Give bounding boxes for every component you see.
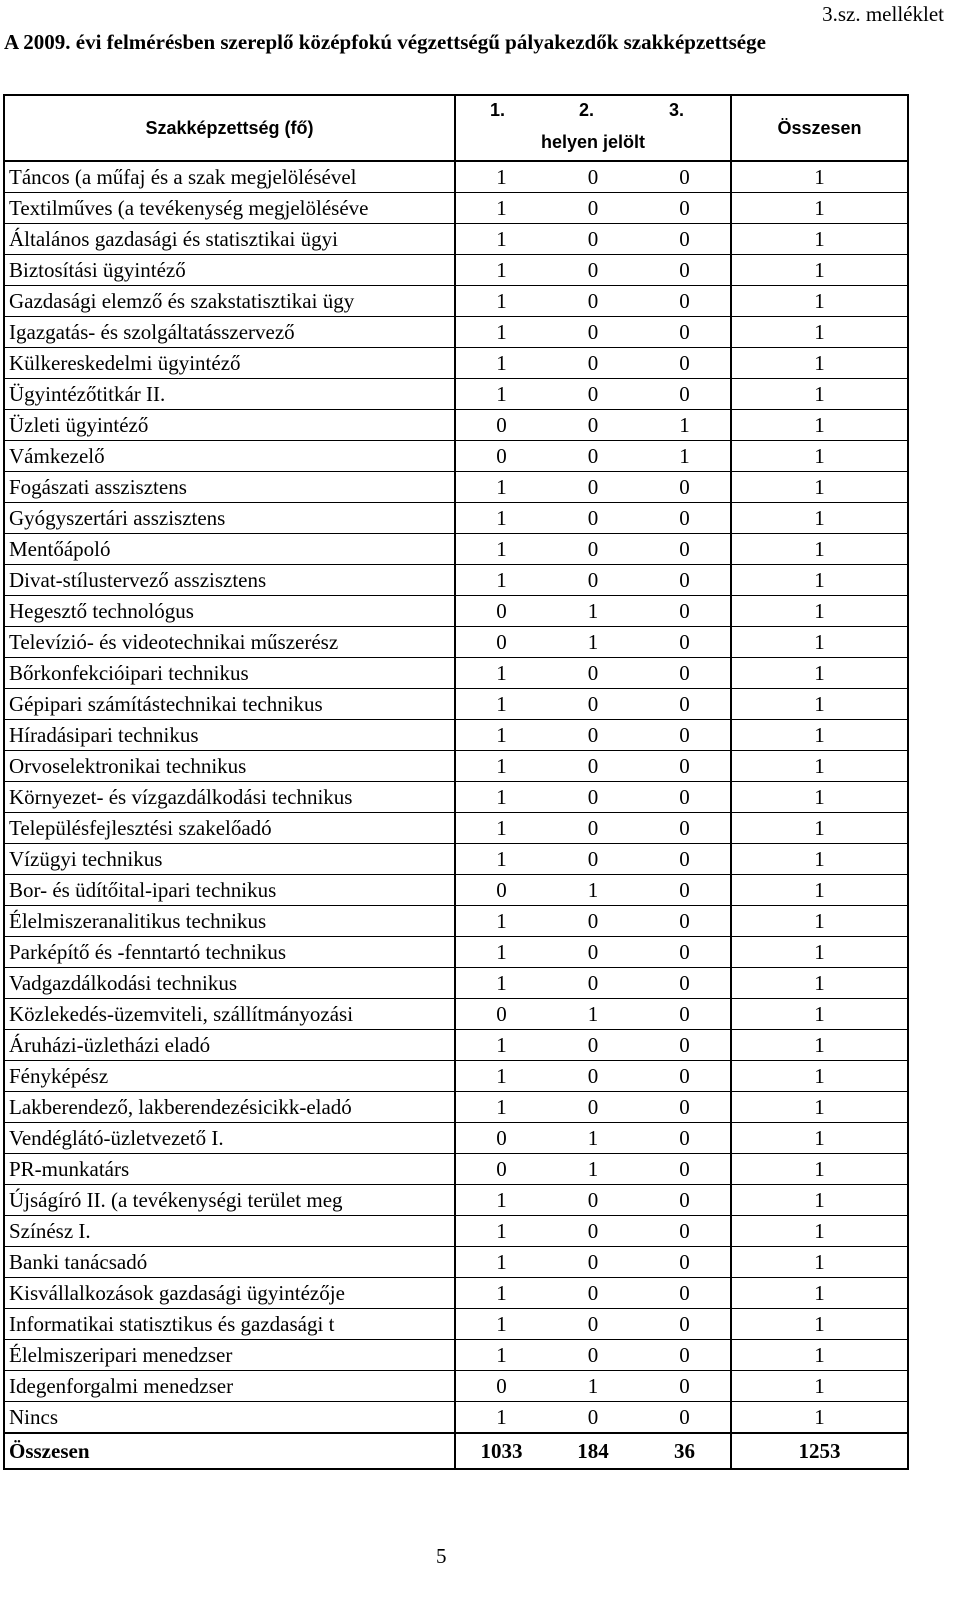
- cell-name: PR-munkatárs: [4, 1154, 455, 1185]
- cell-total: 1: [731, 1061, 908, 1092]
- header-places-sub: helyen jelölt: [541, 132, 646, 152]
- table-row: [4, 193, 908, 224]
- cell-place-2: 0: [547, 286, 639, 317]
- table-row: [4, 875, 908, 906]
- cell-total: 1: [731, 503, 908, 534]
- cell-total: 1: [731, 1278, 908, 1309]
- header-place-1: 1.: [490, 100, 506, 120]
- table-row: [4, 1402, 908, 1434]
- table-row: [4, 348, 908, 379]
- cell-place-2: 0: [547, 161, 639, 193]
- cell-place-3: 0: [639, 720, 731, 751]
- cell-name: Fogászati asszisztens: [4, 472, 455, 503]
- cell-place-3: 0: [639, 1309, 731, 1340]
- cell-place-2: 0: [547, 1185, 639, 1216]
- page-title: A 2009. évi felmérésben szereplő középfokú végzettségű pályakezdők szakképzettsége: [4, 30, 766, 54]
- cell-place-1: 0: [455, 596, 547, 627]
- cell-place-2: 1: [547, 875, 639, 906]
- cell-place-2: 0: [547, 348, 639, 379]
- cell-place-1: 1: [455, 844, 547, 875]
- cell-place-2: 0: [547, 534, 639, 565]
- table-row: [4, 565, 908, 596]
- cell-place-1: 0: [455, 441, 547, 472]
- cell-name: Áruházi-üzletházi eladó: [4, 1030, 455, 1061]
- table-row: [4, 1247, 908, 1278]
- cell-place-3: 0: [639, 1402, 731, 1434]
- cell-place-1: 1: [455, 751, 547, 782]
- cell-total: 1: [731, 348, 908, 379]
- cell-place-1: 1: [455, 689, 547, 720]
- cell-place-3: 0: [639, 503, 731, 534]
- cell-place-3: 0: [639, 875, 731, 906]
- cell-total: 1: [731, 472, 908, 503]
- cell-name: Általános gazdasági és statisztikai ügyi: [4, 224, 455, 255]
- cell-name: Színész I.: [4, 1216, 455, 1247]
- cell-place-3: 0: [639, 317, 731, 348]
- cell-name: Külkereskedelmi ügyintéző: [4, 348, 455, 379]
- cell-place-2: 0: [547, 937, 639, 968]
- cell-name: Divat-stílustervező asszisztens: [4, 565, 455, 596]
- header-place-2: 2.: [579, 100, 595, 120]
- cell-place-2: 0: [547, 1092, 639, 1123]
- cell-place-3: 0: [639, 1278, 731, 1309]
- cell-place-3: 0: [639, 813, 731, 844]
- cell-place-3: 0: [639, 1185, 731, 1216]
- cell-total: 1: [731, 751, 908, 782]
- cell-place-2: 0: [547, 1030, 639, 1061]
- cell-place-1: 1: [455, 317, 547, 348]
- cell-place-2: 0: [547, 1216, 639, 1247]
- cell-place-3: 0: [639, 1340, 731, 1371]
- cell-place-3: 0: [639, 844, 731, 875]
- total-place-3: 36: [639, 1433, 731, 1469]
- cell-name: Bor- és üdítőital-ipari technikus: [4, 875, 455, 906]
- cell-name: Élelmiszeripari menedzser: [4, 1340, 455, 1371]
- cell-name: Településfejlesztési szakelőadó: [4, 813, 455, 844]
- cell-place-1: 0: [455, 627, 547, 658]
- cell-place-3: 0: [639, 999, 731, 1030]
- cell-place-1: 0: [455, 875, 547, 906]
- qualification-table: [3, 94, 909, 1470]
- total-sum: 1253: [731, 1433, 908, 1469]
- cell-total: 1: [731, 410, 908, 441]
- table-row: [4, 689, 908, 720]
- cell-place-1: 1: [455, 224, 547, 255]
- cell-place-2: 0: [547, 379, 639, 410]
- cell-place-3: 0: [639, 1154, 731, 1185]
- table-row: [4, 441, 908, 472]
- cell-name: Televízió- és videotechnikai műszerész: [4, 627, 455, 658]
- cell-place-1: 1: [455, 1185, 547, 1216]
- cell-place-1: 1: [455, 534, 547, 565]
- cell-place-3: 0: [639, 689, 731, 720]
- cell-place-3: 0: [639, 348, 731, 379]
- cell-place-3: 0: [639, 937, 731, 968]
- cell-total: 1: [731, 968, 908, 999]
- cell-total: 1: [731, 782, 908, 813]
- table-row: [4, 596, 908, 627]
- cell-place-3: 0: [639, 1123, 731, 1154]
- cell-total: 1: [731, 1123, 908, 1154]
- page-number: 5: [436, 1544, 447, 1568]
- cell-place-2: 0: [547, 1309, 639, 1340]
- cell-place-1: 1: [455, 1402, 547, 1434]
- cell-total: 1: [731, 875, 908, 906]
- cell-name: Élelmiszeranalitikus technikus: [4, 906, 455, 937]
- cell-total: 1: [731, 596, 908, 627]
- cell-place-2: 0: [547, 689, 639, 720]
- cell-place-3: 0: [639, 1061, 731, 1092]
- cell-place-1: 1: [455, 1216, 547, 1247]
- cell-place-1: 1: [455, 503, 547, 534]
- table-row: [4, 782, 908, 813]
- cell-place-3: 0: [639, 534, 731, 565]
- table-row: [4, 255, 908, 286]
- cell-name: Vámkezelő: [4, 441, 455, 472]
- total-place-1: 1033: [455, 1433, 547, 1469]
- cell-name: Vendéglátó-üzletvezető I.: [4, 1123, 455, 1154]
- cell-total: 1: [731, 720, 908, 751]
- cell-total: 1: [731, 193, 908, 224]
- cell-total: 1: [731, 813, 908, 844]
- table-row: [4, 1340, 908, 1371]
- cell-total: 1: [731, 565, 908, 596]
- cell-place-2: 0: [547, 410, 639, 441]
- table-row: [4, 410, 908, 441]
- cell-place-1: 1: [455, 565, 547, 596]
- annex-label: 3.sz. melléklet: [822, 2, 944, 26]
- table-row: [4, 534, 908, 565]
- cell-total: 1: [731, 658, 908, 689]
- cell-place-3: 0: [639, 224, 731, 255]
- cell-name: Környezet- és vízgazdálkodási technikus: [4, 782, 455, 813]
- table-row: [4, 813, 908, 844]
- cell-place-3: 0: [639, 906, 731, 937]
- header-places: [455, 95, 731, 161]
- header-place-3: 3.: [669, 100, 685, 120]
- table-row: [4, 379, 908, 410]
- cell-place-3: 0: [639, 782, 731, 813]
- cell-name: Közlekedés-üzemviteli, szállítmányozási: [4, 999, 455, 1030]
- cell-total: 1: [731, 689, 908, 720]
- cell-total: 1: [731, 534, 908, 565]
- cell-name: Gazdasági elemző és szakstatisztikai ügy: [4, 286, 455, 317]
- cell-place-3: 0: [639, 565, 731, 596]
- cell-place-1: 1: [455, 937, 547, 968]
- cell-place-2: 1: [547, 1154, 639, 1185]
- cell-place-2: 1: [547, 999, 639, 1030]
- cell-total: 1: [731, 441, 908, 472]
- total-place-2: 184: [547, 1433, 639, 1469]
- cell-place-2: 0: [547, 503, 639, 534]
- cell-place-3: 0: [639, 1216, 731, 1247]
- cell-place-2: 0: [547, 813, 639, 844]
- cell-total: 1: [731, 224, 908, 255]
- cell-place-1: 1: [455, 193, 547, 224]
- table-row: [4, 286, 908, 317]
- cell-place-1: 1: [455, 658, 547, 689]
- cell-total: 1: [731, 1247, 908, 1278]
- cell-place-2: 0: [547, 658, 639, 689]
- cell-place-2: 0: [547, 720, 639, 751]
- cell-place-1: 0: [455, 410, 547, 441]
- cell-place-2: 1: [547, 596, 639, 627]
- cell-name: Ügyintézőtitkár II.: [4, 379, 455, 410]
- cell-total: 1: [731, 317, 908, 348]
- cell-place-3: 1: [639, 441, 731, 472]
- cell-place-3: 0: [639, 1030, 731, 1061]
- cell-name: Gépipari számítástechnikai technikus: [4, 689, 455, 720]
- cell-place-1: 1: [455, 472, 547, 503]
- header-total: Összesen: [731, 95, 908, 161]
- cell-place-2: 0: [547, 1247, 639, 1278]
- cell-name: Mentőápoló: [4, 534, 455, 565]
- cell-place-1: 1: [455, 1340, 547, 1371]
- cell-name: Vízügyi technikus: [4, 844, 455, 875]
- cell-place-3: 0: [639, 1371, 731, 1402]
- cell-name: Idegenforgalmi menedzser: [4, 1371, 455, 1402]
- cell-place-3: 0: [639, 286, 731, 317]
- cell-place-2: 1: [547, 1123, 639, 1154]
- cell-name: Híradásipari technikus: [4, 720, 455, 751]
- cell-place-2: 0: [547, 782, 639, 813]
- table-row: [4, 1216, 908, 1247]
- cell-total: 1: [731, 286, 908, 317]
- cell-total: 1: [731, 1154, 908, 1185]
- cell-place-1: 1: [455, 813, 547, 844]
- cell-place-2: 0: [547, 906, 639, 937]
- table-row: [4, 844, 908, 875]
- cell-place-1: 1: [455, 286, 547, 317]
- cell-place-3: 0: [639, 968, 731, 999]
- cell-place-3: 1: [639, 410, 731, 441]
- cell-total: 1: [731, 906, 908, 937]
- cell-place-1: 1: [455, 379, 547, 410]
- table-header-row: [4, 95, 908, 161]
- cell-total: 1: [731, 1216, 908, 1247]
- table-row: [4, 751, 908, 782]
- table-row: [4, 161, 908, 193]
- cell-name: Biztosítási ügyintéző: [4, 255, 455, 286]
- cell-place-3: 0: [639, 1247, 731, 1278]
- cell-name: Üzleti ügyintéző: [4, 410, 455, 441]
- cell-total: 1: [731, 161, 908, 193]
- cell-place-2: 0: [547, 751, 639, 782]
- table-row: [4, 1061, 908, 1092]
- cell-place-2: 0: [547, 193, 639, 224]
- cell-total: 1: [731, 1185, 908, 1216]
- cell-total: 1: [731, 937, 908, 968]
- cell-place-1: 0: [455, 1123, 547, 1154]
- cell-place-2: 0: [547, 1278, 639, 1309]
- table-row: [4, 658, 908, 689]
- cell-total: 1: [731, 1092, 908, 1123]
- cell-name: Kisvállalkozások gazdasági ügyintézője: [4, 1278, 455, 1309]
- cell-total: 1: [731, 1402, 908, 1434]
- cell-total: 1: [731, 1340, 908, 1371]
- cell-total: 1: [731, 379, 908, 410]
- cell-place-1: 1: [455, 255, 547, 286]
- cell-name: Informatikai statisztikus és gazdasági t: [4, 1309, 455, 1340]
- cell-place-3: 0: [639, 379, 731, 410]
- cell-place-1: 1: [455, 1247, 547, 1278]
- cell-name: Nincs: [4, 1402, 455, 1434]
- cell-total: 1: [731, 999, 908, 1030]
- cell-place-3: 0: [639, 161, 731, 193]
- table-row: [4, 317, 908, 348]
- table-row: [4, 627, 908, 658]
- cell-total: 1: [731, 1309, 908, 1340]
- cell-place-3: 0: [639, 255, 731, 286]
- table-row: [4, 999, 908, 1030]
- cell-name: Textilműves (a tevékenység megjelöléséve: [4, 193, 455, 224]
- cell-place-3: 0: [639, 596, 731, 627]
- cell-place-1: 1: [455, 782, 547, 813]
- cell-place-2: 0: [547, 317, 639, 348]
- table-row: [4, 1123, 908, 1154]
- cell-place-1: 1: [455, 1030, 547, 1061]
- table-row: [4, 906, 908, 937]
- cell-name: Igazgatás- és szolgáltatásszervező: [4, 317, 455, 348]
- cell-name: Parképítő és -fenntartó technikus: [4, 937, 455, 968]
- table-row: [4, 1092, 908, 1123]
- cell-place-3: 0: [639, 193, 731, 224]
- cell-name: Fényképész: [4, 1061, 455, 1092]
- cell-place-2: 0: [547, 968, 639, 999]
- cell-place-1: 1: [455, 968, 547, 999]
- cell-place-2: 0: [547, 224, 639, 255]
- cell-place-3: 0: [639, 472, 731, 503]
- cell-place-2: 0: [547, 1061, 639, 1092]
- table-row: [4, 937, 908, 968]
- cell-name: Gyógyszertári asszisztens: [4, 503, 455, 534]
- cell-place-2: 0: [547, 441, 639, 472]
- cell-place-3: 0: [639, 1092, 731, 1123]
- cell-place-2: 1: [547, 1371, 639, 1402]
- cell-place-1: 1: [455, 1278, 547, 1309]
- cell-name: Lakberendező, lakberendezésicikk-eladó: [4, 1092, 455, 1123]
- cell-name: Bőrkonfekcióipari technikus: [4, 658, 455, 689]
- cell-total: 1: [731, 1030, 908, 1061]
- cell-place-2: 0: [547, 565, 639, 596]
- cell-place-1: 0: [455, 1154, 547, 1185]
- cell-place-3: 0: [639, 751, 731, 782]
- cell-name: Vadgazdálkodási technikus: [4, 968, 455, 999]
- cell-place-1: 1: [455, 348, 547, 379]
- cell-place-3: 0: [639, 658, 731, 689]
- table-row: [4, 1154, 908, 1185]
- cell-place-1: 1: [455, 906, 547, 937]
- cell-place-1: 1: [455, 161, 547, 193]
- cell-name: Orvoselektronikai technikus: [4, 751, 455, 782]
- table-row: [4, 1030, 908, 1061]
- table-row: [4, 1309, 908, 1340]
- cell-place-1: 1: [455, 720, 547, 751]
- cell-place-2: 0: [547, 472, 639, 503]
- cell-name: Táncos (a műfaj és a szak megjelölésével: [4, 161, 455, 193]
- cell-place-1: 1: [455, 1061, 547, 1092]
- header-qualification: Szakképzettség (fő): [4, 95, 455, 161]
- table-row: [4, 720, 908, 751]
- cell-name: Hegesztő technológus: [4, 596, 455, 627]
- cell-name: Banki tanácsadó: [4, 1247, 455, 1278]
- cell-total: 1: [731, 255, 908, 286]
- table-row: [4, 472, 908, 503]
- cell-place-2: 0: [547, 844, 639, 875]
- table-row: [4, 968, 908, 999]
- cell-place-2: 0: [547, 1402, 639, 1434]
- table-row: [4, 1185, 908, 1216]
- table-row: [4, 1278, 908, 1309]
- table-row: [4, 503, 908, 534]
- cell-place-2: 1: [547, 627, 639, 658]
- cell-place-1: 1: [455, 1309, 547, 1340]
- total-label: Összesen: [4, 1433, 455, 1469]
- table-row: [4, 224, 908, 255]
- cell-place-1: 0: [455, 999, 547, 1030]
- cell-place-1: 0: [455, 1371, 547, 1402]
- cell-total: 1: [731, 627, 908, 658]
- cell-place-1: 1: [455, 1092, 547, 1123]
- table-row: [4, 1371, 908, 1402]
- cell-place-2: 0: [547, 1340, 639, 1371]
- cell-total: 1: [731, 1371, 908, 1402]
- table-body: [4, 161, 908, 1433]
- cell-place-3: 0: [639, 627, 731, 658]
- cell-total: 1: [731, 844, 908, 875]
- cell-name: Újságíró II. (a tevékenységi terület meg: [4, 1185, 455, 1216]
- cell-place-2: 0: [547, 255, 639, 286]
- total-row: [4, 1433, 908, 1469]
